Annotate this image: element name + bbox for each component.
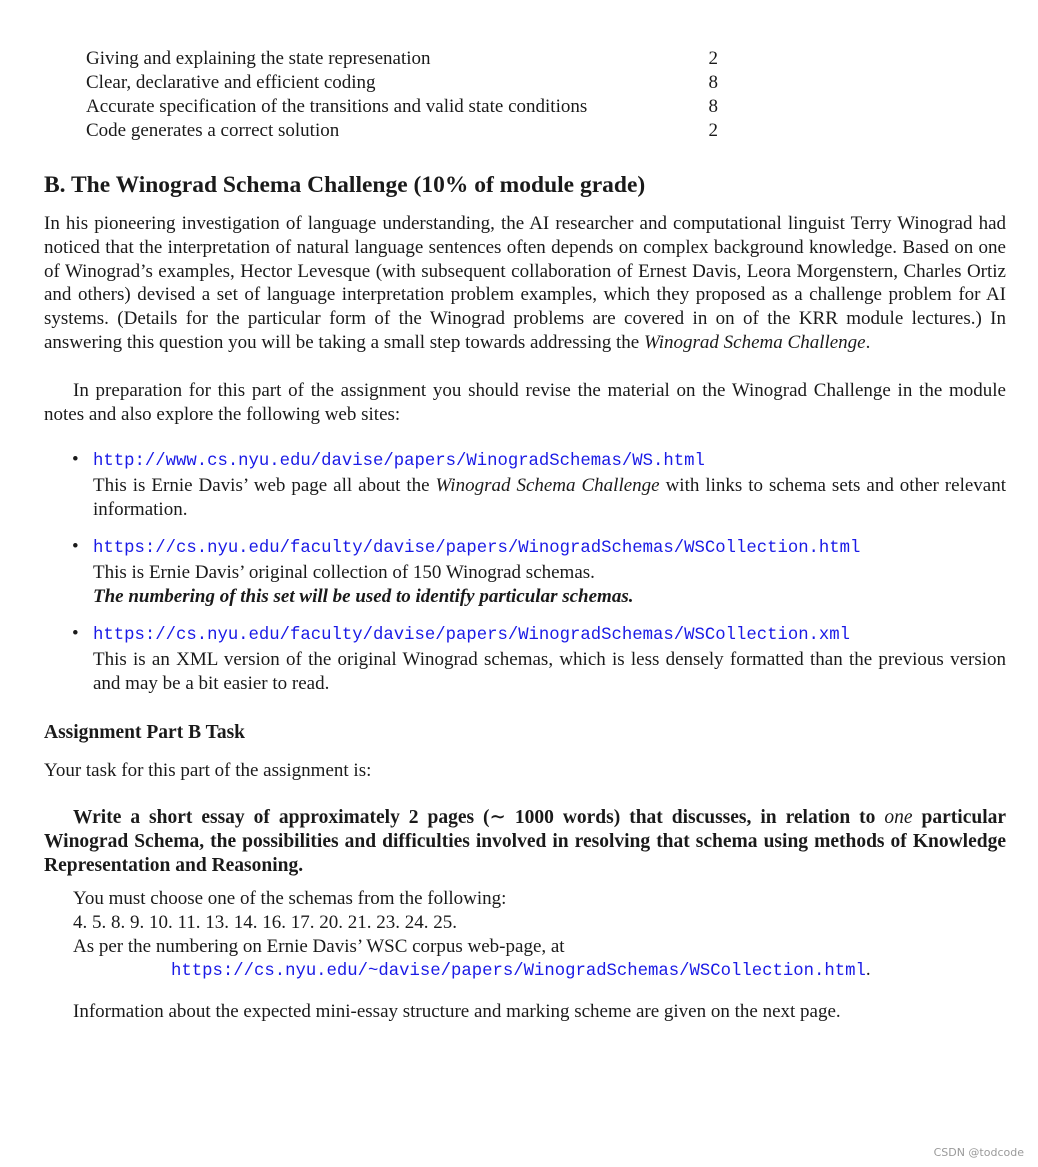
ws-page-link[interactable]: http://www.cs.nyu.edu/davise/papers/WinogradSchemas/WS.html: [93, 452, 705, 471]
table-row: [86, 95, 718, 119]
preparation-paragraph: In preparation for this part of the assignment you should revise the material on the Winograd Challenge in the module notes and also explore the following web sites:: [44, 380, 1006, 425]
numbering-line: As per the numbering on Ernie Davis’ WSC corpus web-page, at: [73, 935, 565, 957]
essay-text: Write a short essay of approximately 2 pages (∼ 1000 words) that discusses, in relation to: [73, 807, 885, 828]
intro-end: .: [865, 331, 871, 353]
list-item: [72, 622, 1006, 695]
section-heading: B. The Winograd Schema Challenge (10% of module grade): [44, 172, 646, 198]
criterion-cell: Giving and explaining the state represenation: [86, 48, 431, 69]
link-description-italic: Winograd Schema Challenge: [435, 474, 660, 496]
link-description: This is an XML version of the original Winograd schemas, which is less densely formatted than the previous version and may be a bit easier to read.: [93, 648, 1006, 694]
corpus-link[interactable]: https://cs.nyu.edu/~davise/papers/WinogradSchemas/WSCollection.html: [171, 962, 866, 982]
marking-criteria-table: [86, 47, 718, 143]
points-cell: 8: [708, 72, 718, 93]
bullet-icon: •: [72, 536, 79, 557]
intro-paragraph: [44, 212, 1006, 355]
criterion-cell: Clear, declarative and efficient coding: [86, 72, 376, 93]
points-cell: 8: [708, 96, 718, 117]
schema-numbers: 4. 5. 8. 9. 10. 11. 13. 14. 16. 17. 20. 21. 23. 24. 25.: [73, 911, 458, 933]
watermark: CSDN @todcode: [933, 1146, 1024, 1159]
closing-paragraph: Information about the expected mini-essay structure and marking scheme are given on the next page.: [73, 1001, 841, 1022]
schema-choice-block: [73, 887, 1006, 984]
list-item: [72, 448, 1006, 521]
link-description: This is Ernie Davis’ original collection of 150 Winograd schemas.: [93, 561, 595, 583]
link-description-end: with links to schema sets and other relevant information.: [93, 474, 1006, 520]
task-intro: Your task for this part of the assignment is:: [44, 760, 372, 781]
task-heading: Assignment Part B Task: [44, 722, 245, 743]
table-row: [86, 47, 718, 71]
corpus-url-line: [73, 958, 1006, 984]
ws-collection-html-link[interactable]: https://cs.nyu.edu/faculty/davise/papers/WinogradSchemas/WSCollection.html: [93, 539, 861, 558]
essay-italic: one: [884, 807, 913, 828]
table-row: [86, 119, 718, 143]
corpus-url-period: .: [865, 959, 871, 981]
choose-line: You must choose one of the schemas from the following:: [73, 888, 507, 909]
criterion-cell: Code generates a correct solution: [86, 120, 340, 141]
points-cell: 2: [708, 120, 718, 141]
link-description: This is Ernie Davis’ web page all about the: [93, 474, 436, 496]
intro-italic-term: Winograd Schema Challenge: [643, 331, 866, 353]
essay-task: [44, 806, 1006, 878]
bullet-icon: •: [72, 449, 79, 470]
criterion-cell: Accurate specification of the transitions and valid state conditions: [86, 96, 588, 117]
table-row: [86, 71, 718, 95]
numbering-note: The numbering of this set will be used to identify particular schemas.: [93, 585, 634, 607]
ws-collection-xml-link[interactable]: https://cs.nyu.edu/faculty/davise/papers/WinogradSchemas/WSCollection.xml: [93, 626, 851, 645]
points-cell: 2: [708, 48, 718, 69]
list-item: [72, 535, 1006, 608]
bullet-icon: •: [72, 623, 79, 644]
intro-text: In his pioneering investigation of language understanding, the AI researcher and computational linguist Terry Winograd had noticed that the interpretation of natural language sentences often depends on complex background knowledge. Based on one of Winograd’s examples, Hector Levesque (with subsequent collaboration of Ernest Davis, Leora Morgenstern, Charles Ortiz and others) devised a set of language interpretation problem examples, which they proposed as a challenge problem for AI systems. (Details for the particular form of the Winograd problems are covered in on of the KRR module lectures.) In answering this question you will be taking a small step towards addressing the: [44, 213, 1006, 353]
essay-text-end: particular Winograd Schema, the possibilities and difficulties involved in resolving that schema using methods of Knowledge Representation and Reasoning.: [44, 807, 1007, 876]
